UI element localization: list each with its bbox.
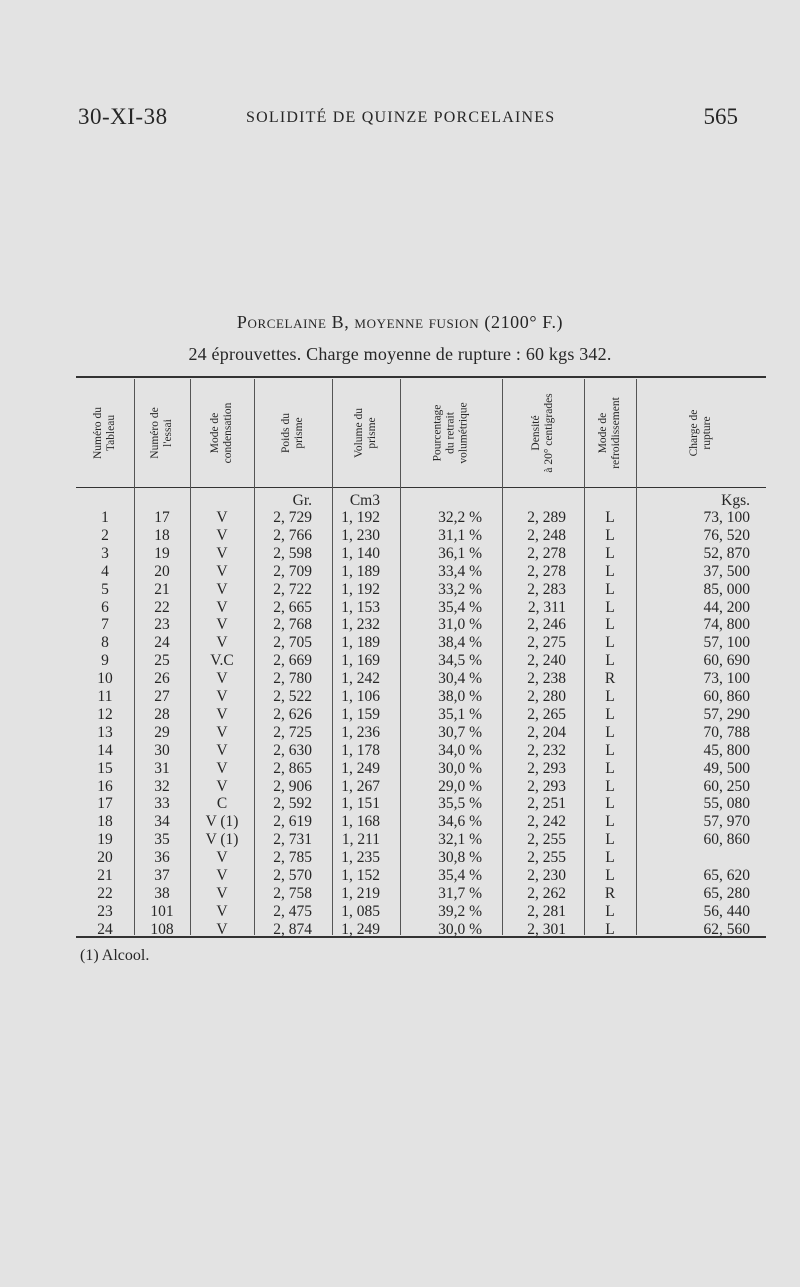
column-header-label: Densité à 20° centigrades — [530, 393, 555, 473]
cell-rupture-charge: 56, 440 — [703, 902, 750, 920]
cell-prism-volume: 1, 169 — [341, 652, 380, 670]
cell-essai-number: 37 — [154, 867, 170, 884]
cell-prism-weight: 2, 768 — [273, 616, 312, 634]
cell-prism-weight: 2, 592 — [273, 795, 312, 813]
column-header-density — [502, 379, 584, 487]
cell-condensation-mode: V — [216, 920, 228, 938]
unit-label: Kgs. — [721, 492, 750, 509]
cell-essai-number: 31 — [154, 759, 170, 777]
cell-rupture-charge: 44, 200 — [703, 598, 750, 616]
cell-prism-volume: 1, 168 — [341, 813, 380, 831]
cell-rupture-charge: 73, 100 — [703, 509, 750, 526]
cell-condensation-mode: V — [216, 759, 228, 777]
cell-cooling-mode: L — [605, 813, 615, 831]
cell-prism-volume: 1, 242 — [341, 670, 380, 688]
cell-cooling-mode: L — [605, 562, 615, 580]
cell-essai-number: 26 — [154, 670, 170, 688]
cell-prism-volume: 1, 189 — [341, 562, 380, 580]
cell-prism-weight: 2, 865 — [273, 759, 312, 777]
cell-prism-weight: 2, 766 — [273, 526, 312, 544]
cell-essai-number: 101 — [150, 902, 174, 920]
cell-retrait-percentage: 32,2 % — [438, 509, 482, 526]
cell-prism-weight: 2, 522 — [273, 688, 312, 705]
cell-tableau-number: 10 — [97, 670, 113, 688]
cell-prism-weight: 2, 874 — [273, 920, 312, 938]
column-header-label: Charge de rupture — [688, 409, 713, 457]
cell-cooling-mode: L — [605, 509, 615, 526]
cell-prism-volume: 1, 249 — [341, 759, 380, 777]
cell-rupture-charge: 55, 080 — [703, 795, 750, 813]
table-top-rule — [76, 376, 766, 378]
cell-condensation-mode: V — [216, 634, 228, 652]
cell-condensation-mode: V — [216, 688, 228, 705]
cell-condensation-mode: V — [216, 544, 228, 562]
cell-retrait-percentage: 30,0 % — [438, 920, 482, 938]
cell-condensation-mode: V — [216, 902, 228, 920]
cell-rupture-charge: 76, 520 — [703, 526, 750, 544]
cell-prism-volume: 1, 153 — [341, 598, 380, 616]
cell-condensation-mode: V — [216, 580, 228, 598]
cell-prism-weight: 2, 669 — [273, 652, 312, 670]
cell-retrait-percentage: 34,5 % — [438, 652, 482, 670]
cell-essai-number: 27 — [154, 688, 170, 705]
cell-density: 2, 242 — [527, 813, 566, 831]
cell-prism-weight: 2, 722 — [273, 580, 312, 598]
cell-rupture-charge: 70, 788 — [703, 723, 750, 741]
cell-density: 2, 311 — [527, 598, 566, 616]
cell-rupture-charge: 52, 870 — [703, 544, 750, 562]
column-header-prism-volume — [332, 379, 400, 487]
cell-retrait-percentage: 36,1 % — [438, 544, 482, 562]
cell-density: 2, 281 — [527, 902, 566, 920]
cell-rupture-charge: 60, 690 — [703, 652, 750, 670]
cell-prism-volume: 1, 151 — [341, 795, 380, 813]
cell-cooling-mode: L — [605, 616, 615, 634]
column-header-label: Volume du prisme — [353, 408, 378, 458]
cell-density: 2, 255 — [527, 831, 566, 849]
cell-density: 2, 204 — [527, 723, 566, 741]
cell-cooling-mode: L — [605, 580, 615, 598]
column-header-label: Mode de refroidissement — [597, 397, 622, 469]
cell-cooling-mode: L — [605, 634, 615, 652]
column-header-cooling-mode — [584, 379, 636, 487]
cell-retrait-percentage: 34,0 % — [438, 741, 482, 759]
cell-prism-volume: 1, 235 — [341, 849, 380, 867]
cell-rupture-charge: 65, 620 — [703, 867, 750, 884]
cell-density: 2, 265 — [527, 705, 566, 723]
cell-condensation-mode: V — [216, 741, 228, 759]
cell-density: 2, 283 — [527, 580, 566, 598]
cell-density: 2, 248 — [527, 526, 566, 544]
cell-prism-volume: 1, 192 — [341, 509, 380, 526]
column-header-essai-number — [134, 379, 190, 487]
cell-condensation-mode: V — [216, 616, 228, 634]
table-header-rule — [76, 487, 766, 488]
cell-essai-number: 24 — [154, 634, 170, 652]
cell-condensation-mode: V — [216, 705, 228, 723]
cell-tableau-number: 3 — [101, 544, 109, 562]
cell-condensation-mode: V — [216, 723, 228, 741]
cell-essai-number: 25 — [154, 652, 170, 670]
cell-prism-volume: 1, 178 — [341, 741, 380, 759]
cell-condensation-mode: V — [216, 670, 228, 688]
cell-tableau-number: 19 — [97, 831, 113, 849]
column-header-retrait-percentage — [400, 379, 502, 487]
cell-density: 2, 278 — [527, 562, 566, 580]
cell-density: 2, 230 — [527, 867, 566, 884]
cell-cooling-mode: L — [605, 795, 615, 813]
cell-tableau-number: 20 — [97, 849, 113, 867]
cell-condensation-mode: V — [216, 526, 228, 544]
cell-cooling-mode: L — [605, 759, 615, 777]
cell-essai-number: 28 — [154, 705, 170, 723]
cell-rupture-charge: 62, 560 — [703, 920, 750, 938]
cell-cooling-mode: L — [605, 705, 615, 723]
cell-essai-number: 30 — [154, 741, 170, 759]
cell-essai-number: 23 — [154, 616, 170, 634]
cell-prism-weight: 2, 906 — [273, 777, 312, 795]
cell-prism-volume: 1, 140 — [341, 544, 380, 562]
cell-prism-volume: 1, 152 — [341, 867, 380, 884]
cell-retrait-percentage: 30,0 % — [438, 759, 482, 777]
cell-tableau-number: 15 — [97, 759, 113, 777]
column-header-label: Mode de condensation — [209, 402, 234, 464]
cell-tableau-number: 17 — [97, 795, 113, 813]
chapter-title: SOLIDITÉ DE QUINZE PORCELAINES — [246, 109, 556, 126]
cell-retrait-percentage: 35,1 % — [438, 705, 482, 723]
cell-rupture-charge: 37, 500 — [703, 562, 750, 580]
cell-prism-weight: 2, 475 — [273, 902, 312, 920]
cell-prism-weight: 2, 570 — [273, 867, 312, 884]
cell-rupture-charge: 60, 250 — [703, 777, 750, 795]
cell-cooling-mode: L — [605, 831, 615, 849]
cell-essai-number: 32 — [154, 777, 170, 795]
cell-essai-number: 21 — [154, 580, 170, 598]
column-header-label: Numéro du Tableau — [92, 406, 117, 460]
cell-condensation-mode: C — [216, 795, 228, 813]
cell-essai-number: 33 — [154, 795, 170, 813]
cell-tableau-number: 2 — [101, 526, 109, 544]
cell-retrait-percentage: 30,4 % — [438, 670, 482, 688]
cell-density: 2, 255 — [527, 849, 566, 867]
cell-density: 2, 238 — [527, 670, 566, 688]
cell-density: 2, 280 — [527, 688, 566, 705]
cell-tableau-number: 11 — [97, 688, 113, 705]
cell-essai-number: 34 — [154, 813, 170, 831]
cell-density: 2, 251 — [527, 795, 566, 813]
cell-condensation-mode: V.C — [210, 652, 234, 670]
cell-tableau-number: 1 — [101, 509, 109, 526]
cell-tableau-number: 7 — [101, 616, 109, 634]
cell-cooling-mode: L — [605, 741, 615, 759]
cell-prism-weight: 2, 780 — [273, 670, 312, 688]
cell-essai-number: 36 — [154, 849, 170, 867]
cell-retrait-percentage: 30,7 % — [438, 723, 482, 741]
cell-density: 2, 293 — [527, 759, 566, 777]
cell-prism-volume: 1, 267 — [341, 777, 380, 795]
cell-cooling-mode: L — [605, 849, 615, 867]
running-head — [78, 104, 738, 136]
cell-rupture-charge: 45, 800 — [703, 741, 750, 759]
cell-retrait-percentage: 32,1 % — [438, 831, 482, 849]
cell-tableau-number: 14 — [97, 741, 113, 759]
cell-tableau-number: 13 — [97, 723, 113, 741]
cell-tableau-number: 22 — [97, 884, 113, 902]
cell-cooling-mode: R — [604, 670, 616, 688]
cell-density: 2, 301 — [527, 920, 566, 938]
cell-tableau-number: 12 — [97, 705, 113, 723]
cell-prism-volume: 1, 249 — [341, 920, 380, 938]
cell-essai-number: 18 — [154, 526, 170, 544]
cell-prism-volume: 1, 219 — [341, 884, 380, 902]
column-header-prism-weight — [254, 379, 332, 487]
cell-condensation-mode: V (1) — [205, 813, 239, 831]
cell-retrait-percentage: 31,7 % — [438, 884, 482, 902]
unit-label: Cm3 — [349, 492, 380, 509]
cell-condensation-mode: V — [216, 884, 228, 902]
cell-rupture-charge: 60, 860 — [703, 831, 750, 849]
cell-tableau-number: 18 — [97, 813, 113, 831]
cell-retrait-percentage: 35,4 % — [438, 867, 482, 884]
date-header: 30-XI-38 — [78, 104, 168, 129]
cell-retrait-percentage: 29,0 % — [438, 777, 482, 795]
footnote: (1) Alcool. — [80, 947, 150, 964]
table-subtitle: 24 éprouvettes. Charge moyenne de rupture : 60 kgs 342. — [188, 344, 612, 364]
cell-cooling-mode: L — [605, 526, 615, 544]
column-header-label: Poids du prisme — [280, 413, 305, 453]
cell-condensation-mode: V (1) — [205, 831, 239, 849]
cell-retrait-percentage: 34,6 % — [438, 813, 482, 831]
cell-condensation-mode: V — [216, 849, 228, 867]
cell-prism-weight: 2, 630 — [273, 741, 312, 759]
cell-prism-weight: 2, 709 — [273, 562, 312, 580]
cell-prism-weight: 2, 725 — [273, 723, 312, 741]
cell-essai-number: 17 — [154, 509, 170, 526]
cell-cooling-mode: L — [605, 652, 615, 670]
cell-retrait-percentage: 33,2 % — [438, 580, 482, 598]
cell-essai-number: 22 — [154, 598, 170, 616]
cell-prism-volume: 1, 232 — [341, 616, 380, 634]
cell-prism-weight: 2, 758 — [273, 884, 312, 902]
cell-prism-weight: 2, 665 — [273, 598, 312, 616]
cell-tableau-number: 21 — [97, 867, 113, 884]
cell-retrait-percentage: 38,4 % — [438, 634, 482, 652]
cell-essai-number: 35 — [154, 831, 170, 849]
cell-rupture-charge: 57, 100 — [703, 634, 750, 652]
cell-density: 2, 232 — [527, 741, 566, 759]
cell-prism-weight: 2, 626 — [273, 705, 312, 723]
cell-density: 2, 278 — [527, 544, 566, 562]
cell-rupture-charge: 73, 100 — [703, 670, 750, 688]
cell-cooling-mode: L — [605, 902, 615, 920]
cell-essai-number: 38 — [154, 884, 170, 902]
cell-prism-volume: 1, 159 — [341, 705, 380, 723]
cell-prism-weight: 2, 705 — [273, 634, 312, 652]
cell-rupture-charge: 49, 500 — [703, 759, 750, 777]
cell-cooling-mode: L — [605, 544, 615, 562]
cell-essai-number: 108 — [150, 920, 174, 938]
cell-prism-volume: 1, 230 — [341, 526, 380, 544]
cell-prism-weight: 2, 731 — [273, 831, 312, 849]
cell-prism-volume: 1, 211 — [341, 831, 380, 849]
column-header-tableau-number — [76, 379, 134, 487]
cell-tableau-number: 16 — [97, 777, 113, 795]
cell-tableau-number: 8 — [101, 634, 109, 652]
cell-retrait-percentage: 39,2 % — [438, 902, 482, 920]
cell-retrait-percentage: 31,0 % — [438, 616, 482, 634]
cell-tableau-number: 9 — [101, 652, 109, 670]
cell-prism-weight: 2, 785 — [273, 849, 312, 867]
cell-prism-volume: 1, 189 — [341, 634, 380, 652]
cell-retrait-percentage: 33,4 % — [438, 562, 482, 580]
cell-essai-number: 29 — [154, 723, 170, 741]
cell-tableau-number: 5 — [101, 580, 109, 598]
cell-density: 2, 293 — [527, 777, 566, 795]
page-number: 565 — [703, 104, 738, 129]
table-title: Porcelaine B, moyenne fusion (2100° F.) — [236, 312, 564, 332]
cell-condensation-mode: V — [216, 777, 228, 795]
cell-cooling-mode: R — [604, 884, 616, 902]
cell-rupture-charge: 57, 970 — [703, 813, 750, 831]
cell-density: 2, 262 — [527, 884, 566, 902]
cell-retrait-percentage: 38,0 % — [438, 688, 482, 705]
column-header-label: Pourcentage du retrait volumétrique — [431, 402, 470, 464]
cell-rupture-charge: 85, 000 — [703, 580, 750, 598]
cell-retrait-percentage: 35,4 % — [438, 598, 482, 616]
cell-cooling-mode: L — [605, 867, 615, 884]
cell-prism-weight: 2, 598 — [273, 544, 312, 562]
unit-label: Gr. — [292, 492, 312, 509]
column-header-label: Numéro de l'essai — [149, 407, 174, 459]
cell-cooling-mode: L — [605, 723, 615, 741]
cell-tableau-number: 6 — [101, 598, 109, 616]
cell-rupture-charge: 57, 290 — [703, 705, 750, 723]
cell-tableau-number: 23 — [97, 902, 113, 920]
cell-rupture-charge: 74, 800 — [703, 616, 750, 634]
column-header-rupture-charge — [636, 379, 766, 487]
cell-tableau-number: 24 — [97, 920, 113, 938]
cell-prism-volume: 1, 192 — [341, 580, 380, 598]
cell-rupture-charge: 65, 280 — [703, 884, 750, 902]
cell-cooling-mode: L — [605, 598, 615, 616]
cell-density: 2, 289 — [527, 509, 566, 526]
cell-prism-volume: 1, 106 — [341, 688, 380, 705]
cell-condensation-mode: V — [216, 867, 228, 884]
cell-retrait-percentage: 35,5 % — [438, 795, 482, 813]
cell-prism-volume: 1, 085 — [341, 902, 380, 920]
cell-prism-volume: 1, 236 — [341, 723, 380, 741]
cell-retrait-percentage: 30,8 % — [438, 849, 482, 867]
cell-condensation-mode: V — [216, 509, 228, 526]
cell-cooling-mode: L — [605, 688, 615, 705]
cell-cooling-mode: L — [605, 777, 615, 795]
cell-prism-weight: 2, 729 — [273, 509, 312, 526]
cell-rupture-charge: 60, 860 — [703, 688, 750, 705]
cell-cooling-mode: L — [605, 920, 615, 938]
cell-condensation-mode: V — [216, 562, 228, 580]
cell-prism-weight: 2, 619 — [273, 813, 312, 831]
cell-retrait-percentage: 31,1 % — [438, 526, 482, 544]
cell-tableau-number: 4 — [101, 562, 109, 580]
cell-essai-number: 20 — [154, 562, 170, 580]
cell-density: 2, 275 — [527, 634, 566, 652]
cell-density: 2, 240 — [527, 652, 566, 670]
column-header-condensation-mode — [190, 379, 254, 487]
cell-condensation-mode: V — [216, 598, 228, 616]
cell-density: 2, 246 — [527, 616, 566, 634]
cell-essai-number: 19 — [154, 544, 170, 562]
